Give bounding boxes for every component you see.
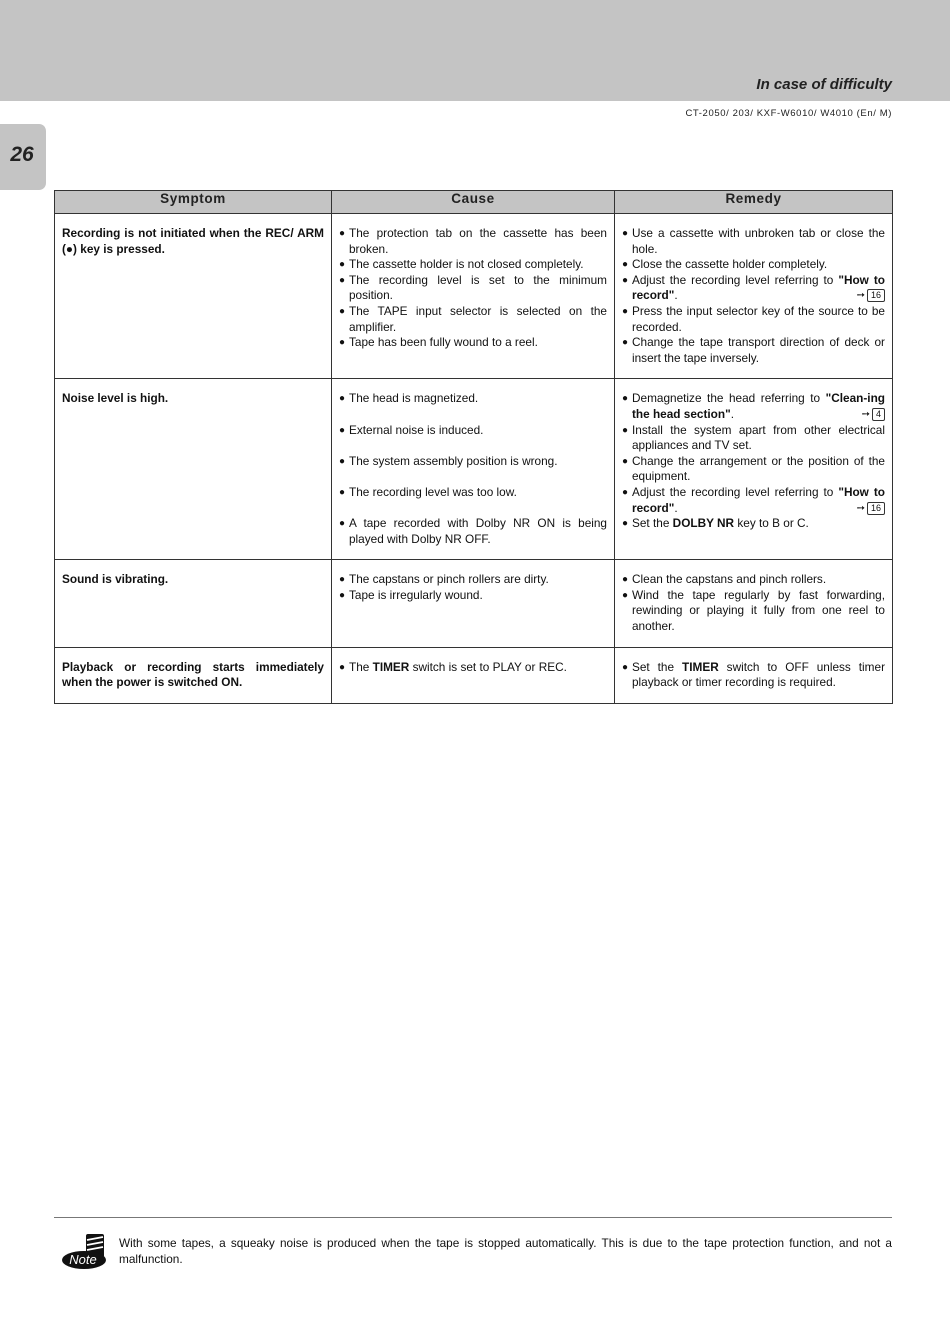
remedy-item: ● Use a cassette with unbroken tab or close the hole. xyxy=(622,226,885,256)
bullet-icon: ● xyxy=(622,661,629,673)
remedy-item: ● Change the arrangement or the position of the equipment. xyxy=(622,453,885,484)
model-line: CT-2050/ 203/ KXF-W6010/ W4010 (En/ M) xyxy=(685,108,892,119)
cause-header: Cause xyxy=(332,191,615,214)
symptom-cell: Recording is not initiated when the REC/ ARM (●) key is pressed. xyxy=(55,214,332,379)
troubleshooting-table xyxy=(54,190,893,704)
bullet-icon: ● xyxy=(622,589,629,601)
table-row xyxy=(55,647,893,703)
page-ref: ➙ 4 xyxy=(862,407,885,423)
cause-item: ● The cassette holder is not closed completely. xyxy=(339,257,584,272)
page-number: 26 xyxy=(10,143,34,166)
page-ref: ➙ 16 xyxy=(857,288,885,304)
symptom-header: Symptom xyxy=(55,191,332,214)
remedy-item: ● Set the DOLBY NR key to B or C. xyxy=(622,516,809,531)
bullet-icon: ● xyxy=(339,518,346,530)
bullet-icon: ● xyxy=(622,574,629,586)
remedy-item: ● Adjust the recording level referring to "How to record". ➙ 16 xyxy=(622,272,885,303)
remedy-item: ● Wind the tape regularly by fast forwarding, rewinding or playing it fully from one reel to another. xyxy=(622,587,885,634)
bullet-icon: ● xyxy=(622,486,629,498)
remedy-item: ● Press the input selector key of the source to be recorded. xyxy=(622,303,885,334)
cause-item: ● The recording level is set to the minimum position. xyxy=(339,272,607,303)
note-icon xyxy=(60,1230,110,1274)
remedy-item: ● Change the tape transport direction of deck or insert the tape inversely. xyxy=(622,335,885,365)
symptom-cell: Playback or recording starts immediately when the power is switched ON. xyxy=(55,647,332,703)
remedy-cell xyxy=(615,379,893,560)
table-row xyxy=(55,560,893,647)
cause-item: ● A tape recorded with Dolby NR ON is being played with Dolby NR OFF. xyxy=(339,516,607,546)
symptom-cell: Sound is vibrating. xyxy=(55,560,332,647)
bullet-icon: ● xyxy=(622,393,629,405)
cause-item: ● The system assembly position is wrong. xyxy=(339,453,558,468)
note-divider xyxy=(54,1217,892,1218)
remedy-cell xyxy=(615,647,893,703)
bullet-icon: ● xyxy=(339,589,346,601)
bullet-icon: ● xyxy=(339,337,346,349)
remedy-item: ● Demagnetize the head referring to "Clean-ing the head section". ➙ 4 xyxy=(622,391,885,421)
bullet-icon: ● xyxy=(339,455,346,467)
remedy-item: ● Install the system apart from other electrical appliances and TV set. xyxy=(622,422,885,453)
bullet-icon: ● xyxy=(622,337,629,349)
remedy-cell xyxy=(615,560,893,647)
remedy-item: ● Set the TIMER switch to OFF unless timer playback or timer recording is required. xyxy=(622,659,885,690)
remedy-item: ● Close the cassette holder completely. xyxy=(622,257,828,272)
cause-item: ● The recording level was too low. xyxy=(339,484,517,499)
page-ref: ➙ 16 xyxy=(857,501,885,517)
bullet-icon: ● xyxy=(622,518,629,530)
remedy-item: ● Adjust the recording level referring to "How to record". ➙ 16 xyxy=(622,484,885,515)
cause-item: ● The capstans or pinch rollers are dirty. xyxy=(339,572,549,587)
book-icon: 16 xyxy=(867,289,885,302)
bullet-icon: ● xyxy=(339,228,346,239)
bullet-icon: ● xyxy=(622,228,629,239)
cause-cell xyxy=(332,379,615,560)
cause-cell xyxy=(332,647,615,703)
bullet-icon: ● xyxy=(622,455,629,467)
bullet-icon: ● xyxy=(339,274,346,286)
cause-item: ● The protection tab on the cassette has been broken. xyxy=(339,226,607,256)
bullet-icon: ● xyxy=(339,574,346,586)
cause-item: ● Tape is irregularly wound. xyxy=(339,587,483,602)
note-text: With some tapes, a squeaky noise is produced when the tape is stopped automatically. This is due to the tape protection function, and not a malfunction. xyxy=(119,1236,892,1266)
book-icon: 4 xyxy=(872,408,885,421)
bullet-icon: ● xyxy=(339,259,346,271)
table-header-row xyxy=(55,191,893,214)
cause-item: ● The TIMER switch is set to PLAY or REC. xyxy=(339,659,567,674)
bullet-icon: ● xyxy=(622,259,629,271)
bullet-icon: ● xyxy=(339,424,346,436)
cause-item: ● The TAPE input selector is selected on the amplifier. xyxy=(339,303,607,334)
symptom-cell: Noise level is high. xyxy=(55,379,332,560)
cause-cell xyxy=(332,214,615,379)
bullet-icon: ● xyxy=(339,486,346,498)
remedy-header: Remedy xyxy=(615,191,893,214)
bullet-icon: ● xyxy=(622,305,629,317)
table-row xyxy=(55,379,893,560)
cause-item: ● Tape has been fully wound to a reel. xyxy=(339,335,538,350)
cause-item: ● External noise is induced. xyxy=(339,422,484,437)
bullet-icon: ● xyxy=(339,393,346,405)
bullet-icon: ● xyxy=(339,661,346,673)
remedy-cell xyxy=(615,214,893,379)
bullet-icon: ● xyxy=(622,424,629,436)
cause-item: ● The head is magnetized. xyxy=(339,391,479,406)
note-icon-label: Note xyxy=(69,1252,97,1267)
section-title: In case of difficulty xyxy=(756,76,892,93)
book-icon: 16 xyxy=(867,502,885,515)
remedy-item: ● Clean the capstans and pinch rollers. xyxy=(622,572,827,587)
cause-cell xyxy=(332,560,615,647)
table-row xyxy=(55,214,893,379)
bullet-icon: ● xyxy=(339,305,346,317)
bullet-icon: ● xyxy=(622,274,629,286)
